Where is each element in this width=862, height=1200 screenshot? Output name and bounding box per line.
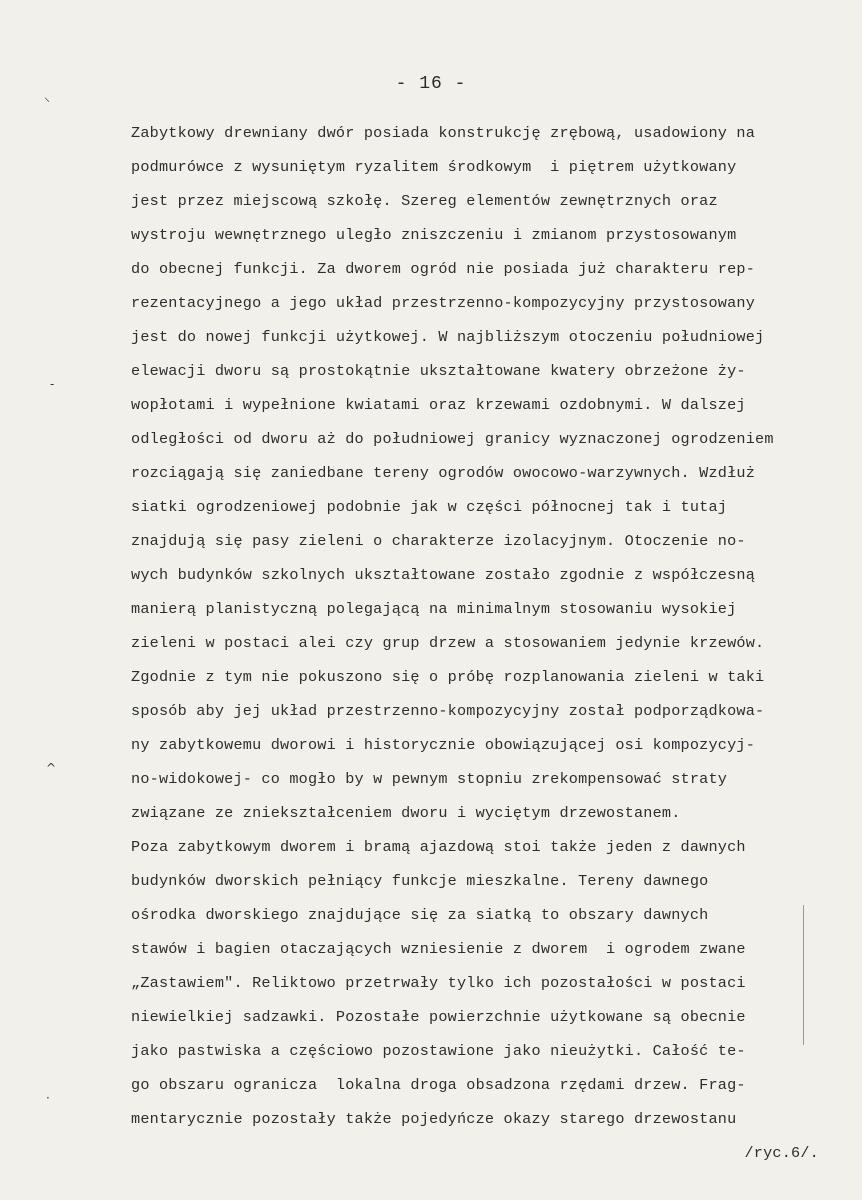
margin-pencil-line <box>803 905 804 1045</box>
text-line: manierą planistyczną polegającą na minimalnym stosowaniu wysokiej <box>131 600 737 618</box>
text-line: zieleni w postaci alei czy grup drzew a stosowaniem jedynie krzewów. <box>131 634 765 652</box>
text-line: jest do nowej funkcji użytkowej. W najbliższym otoczeniu południowej <box>131 328 765 346</box>
text-line: sposób aby jej układ przestrzenno-kompozycyjny został podporządkowa- <box>131 702 765 720</box>
margin-tick-mark: ^ <box>46 761 57 775</box>
text-line: no-widokowej- co mogło by w pewnym stopniu zrekompensować straty <box>131 770 728 788</box>
margin-tick-mark: - <box>50 377 55 391</box>
text-line: ny zabytkowemu dworowi i historycznie obowiązującej osi kompozycyj- <box>131 736 756 754</box>
text-line: Zgodnie z tym nie pokuszono się o próbę rozplanowania zieleni w taki <box>131 668 765 686</box>
text-line: jest przez miejscową szkołę. Szereg elementów zewnętrznych oraz <box>131 192 718 210</box>
text-line: rezentacyjnego a jego układ przestrzenno-kompozycyjny przystosowany <box>131 294 756 312</box>
margin-tick-mark: · <box>46 1091 50 1105</box>
text-line: związane ze zniekształceniem dworu i wyciętym drzewostanem. <box>131 804 681 822</box>
typed-text-body <box>131 116 831 1170</box>
text-line: budynków dworskich pełniący funkcje mieszkalne. Tereny dawnego <box>131 872 709 890</box>
text-line: elewacji dworu są prostokątnie ukształtowane kwatery obrzeżone ży- <box>131 362 746 380</box>
text-line: Zabytkowy drewniany dwór posiada konstrukcję zrębową, usadowiony na <box>131 124 756 142</box>
text-line: odległości od dworu aż do południowej granicy wyznaczonej ogrodzeniem <box>131 430 774 448</box>
text-line: „Zastawiem". Reliktowo przetrwały tylko ich pozostałości w postaci <box>131 974 746 992</box>
text-line: do obecnej funkcji. Za dworem ogród nie posiada już charakteru rep- <box>131 260 756 278</box>
text-line: Poza zabytkowym dworem i bramą ajazdową stoi także jeden z dawnych <box>131 838 746 856</box>
page-number: - 16 - <box>395 74 467 94</box>
margin-tick-mark: ⸜ <box>44 90 51 104</box>
text-line: wych budynków szkolnych ukształtowane zostało zgodnie z współczesną <box>131 566 756 584</box>
text-line: stawów i bagien otaczających wzniesienie z dworem i ogrodem zwane <box>131 940 746 958</box>
text-line: rozciągają się zaniedbane tereny ogrodów owocowo-warzywnych. Wzdłuż <box>131 464 756 482</box>
text-line: jako pastwiska a częściowo pozostawione jako nieużytki. Całość te- <box>131 1042 746 1060</box>
text-line: niewielkiej sadzawki. Pozostałe powierzchnie użytkowane są obecnie <box>131 1008 746 1026</box>
text-line: siatki ogrodzeniowej podobnie jak w części północnej tak i tutaj <box>131 498 728 516</box>
text-line: znajdują się pasy zieleni o charakterze izolacyjnym. Otoczenie no- <box>131 532 746 550</box>
text-line: wystroju wewnętrznego uległo zniszczeniu i zmianom przystosowanym <box>131 226 737 244</box>
text-line: podmurówce z wysuniętym ryzalitem środkowym i piętrem użytkowany <box>131 158 737 176</box>
text-line: go obszaru ogranicza lokalna droga obsadzona rzędami drzew. Frag- <box>131 1076 746 1094</box>
figure-reference: /ryc.6/. <box>744 1144 819 1162</box>
text-line: mentarycznie pozostały także pojedyńcze okazy starego drzewostanu <box>131 1110 737 1128</box>
text-line: wopłotami i wypełnione kwiatami oraz krzewami ozdobnymi. W dalszej <box>131 396 746 414</box>
text-line: ośrodka dworskiego znajdujące się za siatką to obszary dawnych <box>131 906 709 924</box>
